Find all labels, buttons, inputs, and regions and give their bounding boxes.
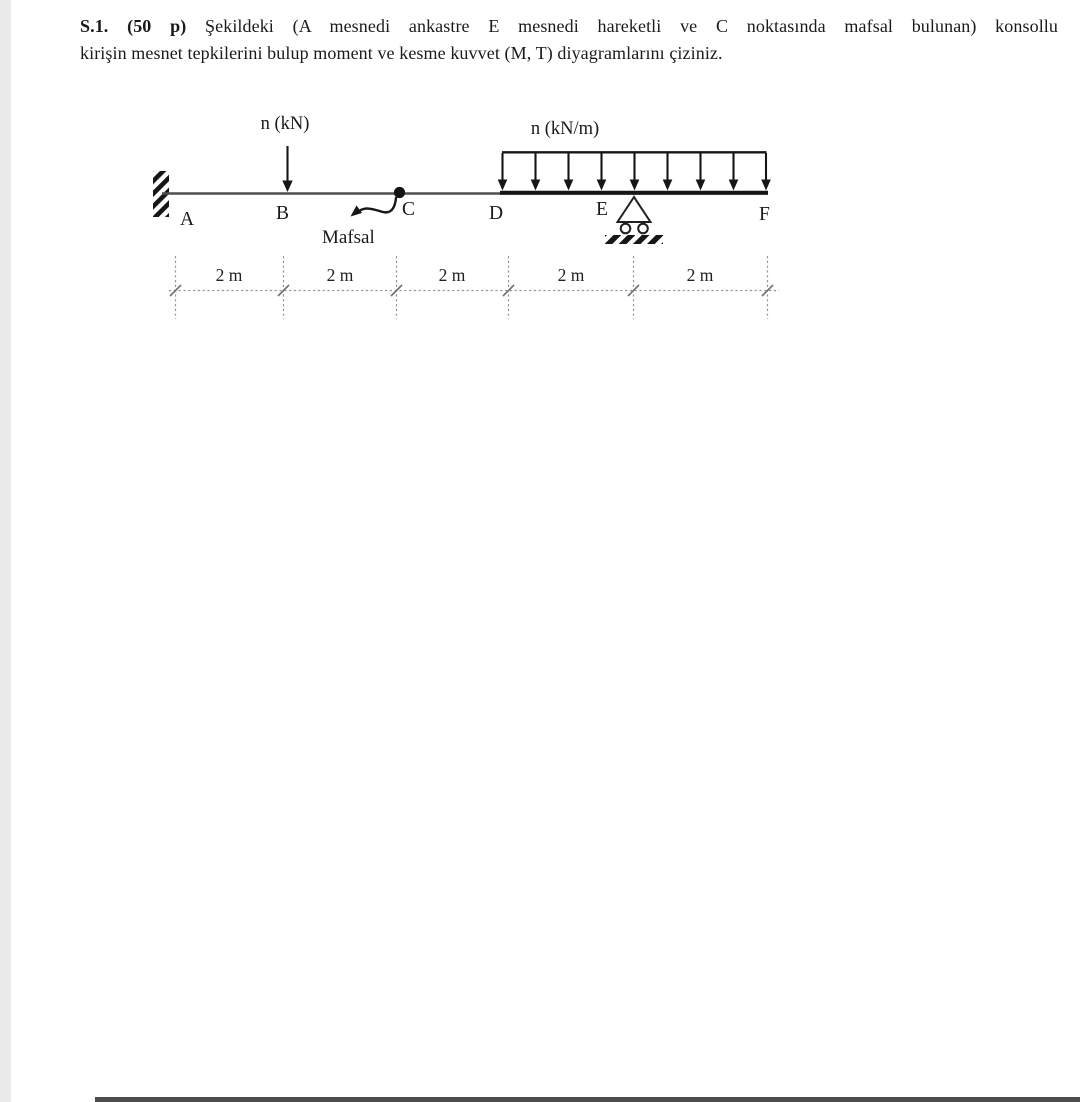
point-load-arrow: [282, 146, 292, 192]
hinge-label: Mafsal: [322, 227, 375, 248]
node-label-d: D: [489, 203, 504, 224]
node-label-c: C: [402, 199, 416, 220]
roller-support-icon: [605, 197, 663, 244]
node-label-e: E: [596, 199, 608, 220]
bottom-edge-bar: [95, 1097, 1080, 1102]
hinge-pointer-arrow: [351, 198, 397, 217]
point-load-label: n (kN): [260, 114, 310, 134]
problem-text-line1: Şekildeki (A mesnedi ankastre E mesnedi hareketli ve C noktasında mafsal bulunan) konsollu: [205, 16, 1058, 36]
problem-statement-line2: kirişin mesnet tepkilerini bulup moment ve kesme kuvvet (M, T) diyagramlarını çiziniz.: [80, 43, 723, 63]
problem-number: S.1. (50 p): [80, 16, 187, 36]
distributed-load-label: n (kN/m): [530, 119, 600, 139]
dim-label-ef: 2 m: [686, 265, 714, 285]
node-label-b: B: [276, 203, 290, 224]
dim-label-de: 2 m: [557, 265, 585, 285]
dim-label-bc: 2 m: [326, 265, 354, 285]
distributed-load: [498, 152, 771, 190]
hinge-icon: [394, 187, 405, 198]
dim-label-ab: 2 m: [215, 265, 243, 285]
node-label-a: A: [180, 209, 195, 230]
dim-label-cd: 2 m: [438, 265, 466, 285]
node-label-f: F: [759, 204, 770, 225]
